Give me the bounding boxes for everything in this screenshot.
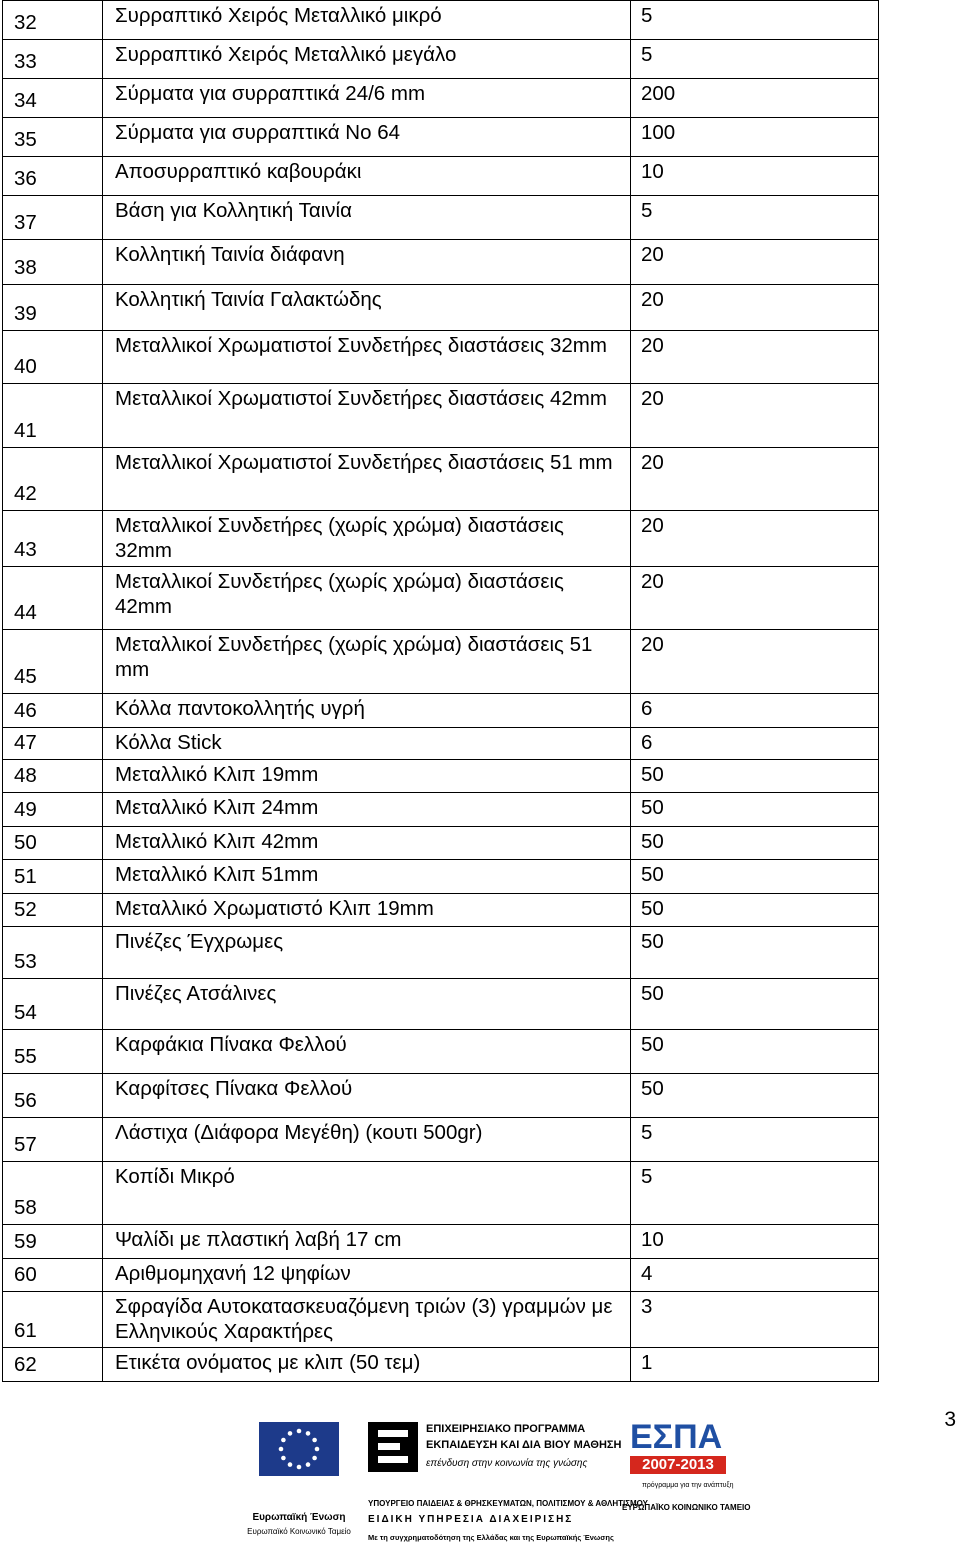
item-quantity: 20 [631, 240, 879, 285]
ministry-name: ΥΠΟΥΡΓΕΙΟ ΠΑΙΔΕΙΑΣ & ΘΡΗΣΚΕΥΜΑΤΩΝ, ΠΟΛΙΤΙΣΜΟΥ & ΑΘΛΗΤΙΣΜΟΥ [368, 1499, 648, 1508]
item-description: Αποσυρραπτικό καβουράκι [103, 157, 631, 196]
table-row [3, 630, 879, 694]
table-row [3, 331, 879, 384]
item-number: 39 [3, 285, 103, 331]
table-row [3, 793, 879, 827]
espa-name: ΕΣΠΑ [630, 1418, 723, 1456]
item-number: 38 [3, 240, 103, 285]
page-number: 3 [944, 1408, 956, 1431]
table-row [3, 118, 879, 157]
eu-star-icon [281, 1438, 286, 1443]
item-number: 50 [3, 827, 103, 860]
item-number: 44 [3, 567, 103, 630]
item-quantity: 5 [631, 1118, 879, 1162]
table-row [3, 448, 879, 511]
item-number: 48 [3, 760, 103, 793]
table-row [3, 196, 879, 240]
item-quantity: 50 [631, 827, 879, 860]
item-quantity: 5 [631, 1162, 879, 1225]
table-row [3, 1030, 879, 1074]
espa-tag: πρόγραμμα για την ανάπτυξη [642, 1482, 734, 1489]
item-number: 55 [3, 1030, 103, 1074]
table-row [3, 694, 879, 728]
item-quantity: 50 [631, 760, 879, 793]
table-row [3, 157, 879, 196]
programme-line-1: ΕΠΙΧΕΙΡΗΣΙΑΚΟ ΠΡΟΓΡΑΜΜΑ [426, 1423, 586, 1435]
item-quantity: 1 [631, 1348, 879, 1382]
eu-logo [244, 1418, 354, 1551]
item-number: 52 [3, 894, 103, 927]
item-number: 53 [3, 927, 103, 979]
table-row [3, 894, 879, 927]
espa-fund: ΕΥΡΩΠΑΪΚΟ ΚΟΙΝΩΝΙΚΟ ΤΑΜΕΙΟ [622, 1503, 751, 1512]
table-row [3, 567, 879, 630]
table-row [3, 79, 879, 118]
table-row [3, 1292, 879, 1348]
item-number: 56 [3, 1074, 103, 1118]
cofinance-note: Με τη συγχρηματοδότηση της Ελλάδας και της Ευρωπαϊκής Ένωσης [368, 1533, 614, 1542]
item-description: Κοπίδι Μικρό [103, 1162, 631, 1225]
table-row [3, 240, 879, 285]
table-row [3, 1348, 879, 1382]
programme-tagline: επένδυση στην κοινωνία της γνώσης [426, 1458, 588, 1469]
table-row [3, 1074, 879, 1118]
item-description: Μεταλλικοί Συνδετήρες (χωρίς χρώμα) διαστάσεις 42mm [103, 567, 631, 630]
table-row [3, 760, 879, 793]
item-number: 41 [3, 384, 103, 448]
item-description: Μεταλλικό Κλιπ 19mm [103, 760, 631, 793]
item-quantity: 10 [631, 157, 879, 196]
table-row [3, 384, 879, 448]
table-row [3, 827, 879, 860]
item-quantity: 50 [631, 979, 879, 1030]
item-number: 43 [3, 511, 103, 567]
item-description: Κόλλα Stick [103, 728, 631, 760]
table-row [3, 1, 879, 40]
item-quantity: 50 [631, 1074, 879, 1118]
item-description: Συρραπτικό Χειρός Μεταλλικό μεγάλο [103, 40, 631, 79]
item-number: 60 [3, 1259, 103, 1292]
item-description: Μεταλλικό Χρωματιστό Κλιπ 19mm [103, 894, 631, 927]
eu-star-icon [306, 1462, 311, 1467]
item-number: 42 [3, 448, 103, 511]
eu-star-icon [312, 1438, 317, 1443]
eu-star-icon [288, 1462, 293, 1467]
item-description: Μεταλλικοί Χρωματιστοί Συνδετήρες διαστάσεις 42mm [103, 384, 631, 448]
item-number: 51 [3, 860, 103, 894]
programme-line-2: ΕΚΠΑΙΔΕΥΣΗ ΚΑΙ ΔΙΑ ΒΙΟΥ ΜΑΘΗΣΗ [426, 1439, 622, 1451]
eu-star-icon [281, 1456, 286, 1461]
item-quantity: 3 [631, 1292, 879, 1348]
item-description: Μεταλλικοί Χρωματιστοί Συνδετήρες διαστάσεις 32mm [103, 331, 631, 384]
item-quantity: 10 [631, 1225, 879, 1259]
eu-star-icon [306, 1431, 311, 1436]
table-row [3, 927, 879, 979]
item-number: 61 [3, 1292, 103, 1348]
item-number: 59 [3, 1225, 103, 1259]
item-quantity: 20 [631, 384, 879, 448]
eu-star-icon [279, 1447, 284, 1452]
item-quantity: 20 [631, 448, 879, 511]
items-table [2, 0, 879, 1382]
item-description: Ψαλίδι με πλαστική λαβή 17 cm [103, 1225, 631, 1259]
item-description: Βάση για Κολλητική Ταινία [103, 196, 631, 240]
item-number: 62 [3, 1348, 103, 1382]
eu-label: Ευρωπαϊκή Ένωση [252, 1512, 346, 1523]
item-description: Πινέζες Ατσάλινες [103, 979, 631, 1030]
item-description: Μεταλλικοί Συνδετήρες (χωρίς χρώμα) διαστάσεις 51 mm [103, 630, 631, 694]
item-description: Συρραπτικό Χειρός Μεταλλικό μικρό [103, 1, 631, 40]
item-number: 36 [3, 157, 103, 196]
item-number: 57 [3, 1118, 103, 1162]
item-description: Καρφάκια Πίνακα Φελλού [103, 1030, 631, 1074]
item-description: Μεταλλικοί Συνδετήρες (χωρίς χρώμα) διαστάσεις 32mm [103, 511, 631, 567]
item-description: Μεταλλικοί Χρωματιστοί Συνδετήρες διαστάσεις 51 mm [103, 448, 631, 511]
eu-star-icon [315, 1447, 320, 1452]
item-number: 37 [3, 196, 103, 240]
item-description: Σύρματα για συρραπτικά 24/6 mm [103, 79, 631, 118]
item-number: 45 [3, 630, 103, 694]
table-row [3, 1225, 879, 1259]
item-description: Λάστιχα (Διάφορα Μεγέθη) (κουτι 500gr) [103, 1118, 631, 1162]
eu-star-icon [297, 1465, 302, 1470]
item-quantity: 50 [631, 793, 879, 827]
item-description: Κολλητική Ταινία Γαλακτώδης [103, 285, 631, 331]
item-quantity: 50 [631, 1030, 879, 1074]
item-description: Μεταλλικό Κλιπ 51mm [103, 860, 631, 894]
table-row [3, 511, 879, 567]
item-number: 40 [3, 331, 103, 384]
item-quantity: 50 [631, 894, 879, 927]
item-number: 54 [3, 979, 103, 1030]
item-number: 58 [3, 1162, 103, 1225]
eu-star-icon [312, 1456, 317, 1461]
item-number: 49 [3, 793, 103, 827]
item-description: Σύρματα για συρραπτικά No 64 [103, 118, 631, 157]
item-description: Κολλητική Ταινία διάφανη [103, 240, 631, 285]
item-description: Πινέζες Έγχρωμες [103, 927, 631, 979]
eu-star-icon [288, 1431, 293, 1436]
item-quantity: 20 [631, 630, 879, 694]
item-description: Ετικέτα ονόματος με κλιπ (50 τεμ) [103, 1348, 631, 1382]
item-description: Μεταλλικό Κλιπ 24mm [103, 793, 631, 827]
item-quantity: 5 [631, 40, 879, 79]
item-quantity: 20 [631, 331, 879, 384]
table-row [3, 1118, 879, 1162]
item-quantity: 4 [631, 1259, 879, 1292]
item-quantity: 6 [631, 694, 879, 728]
item-quantity: 5 [631, 196, 879, 240]
table-row [3, 728, 879, 760]
item-quantity: 50 [631, 860, 879, 894]
item-description: Καρφίτσες Πίνακα Φελλού [103, 1074, 631, 1118]
item-number: 32 [3, 1, 103, 40]
item-quantity: 100 [631, 118, 879, 157]
item-quantity: 20 [631, 511, 879, 567]
item-quantity: 20 [631, 285, 879, 331]
table-row [3, 285, 879, 331]
managing-authority: ΕΙΔΙΚΗ ΥΠΗΡΕΣΙΑ ΔΙΑΧΕΙΡΙΣΗΣ [368, 1514, 574, 1525]
table-row [3, 860, 879, 894]
table-row [3, 1259, 879, 1292]
table-row [3, 1162, 879, 1225]
table-row [3, 979, 879, 1030]
item-number: 33 [3, 40, 103, 79]
item-quantity: 50 [631, 927, 879, 979]
item-description: Κόλλα παντοκολλητής υγρή [103, 694, 631, 728]
item-quantity: 200 [631, 79, 879, 118]
item-number: 34 [3, 79, 103, 118]
item-description: Μεταλλικό Κλιπ 42mm [103, 827, 631, 860]
item-quantity: 6 [631, 728, 879, 760]
item-number: 46 [3, 694, 103, 728]
item-description: Σφραγίδα Αυτοκατασκευαζόμενη τριών (3) γραμμών με Ελληνικούς Χαρακτήρες [103, 1292, 631, 1348]
programme-emblem-icon [368, 1422, 418, 1472]
footer-logos [0, 1418, 960, 1546]
item-number: 35 [3, 118, 103, 157]
item-quantity: 5 [631, 1, 879, 40]
espa-years: 2007-2013 [630, 1456, 726, 1474]
table-row [3, 40, 879, 79]
item-quantity: 20 [631, 567, 879, 630]
item-description: Αριθμομηχανή 12 ψηφίων [103, 1259, 631, 1292]
item-number: 47 [3, 728, 103, 760]
eu-sub: Ευρωπαϊκό Κοινωνικό Ταμείο [247, 1527, 351, 1536]
eu-star-icon [297, 1429, 302, 1434]
